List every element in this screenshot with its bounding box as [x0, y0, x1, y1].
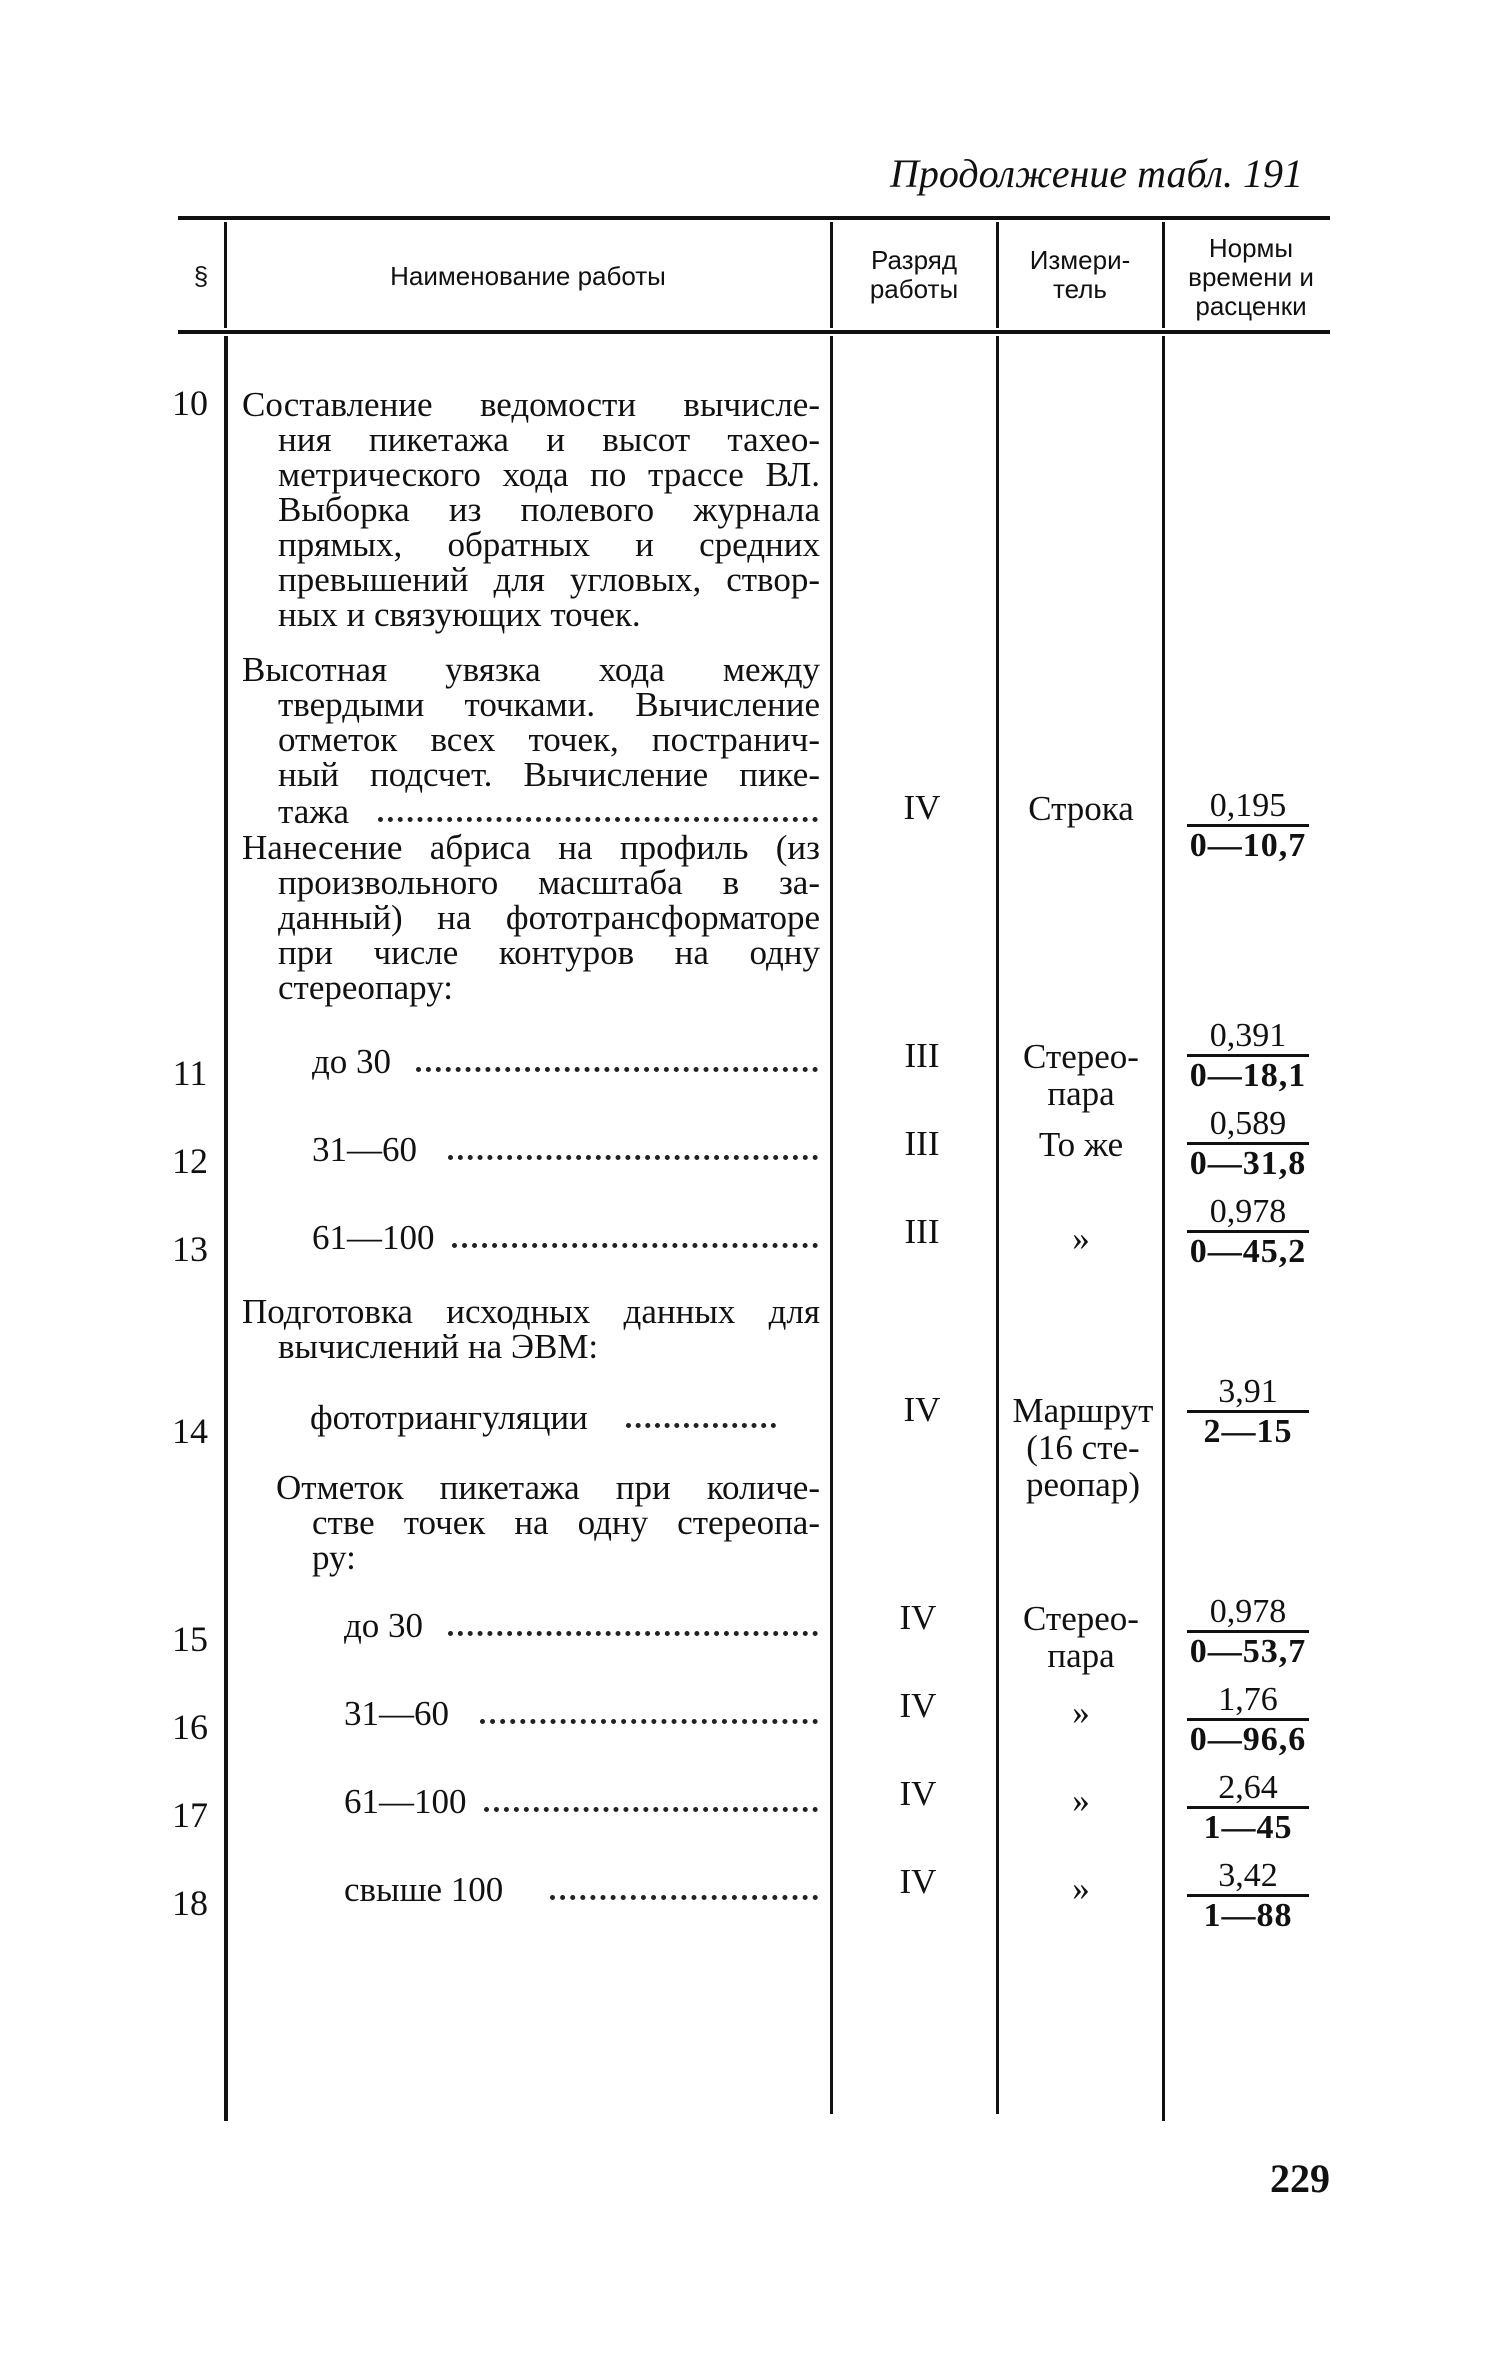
- norm-rate: 0—18,1: [1189, 1057, 1307, 1094]
- norm-rate: 0—45,2: [1189, 1233, 1307, 1270]
- dot-leader: [448, 1155, 818, 1160]
- header-unit-line: тель: [1053, 274, 1107, 304]
- norm-time: 0,978: [1209, 1193, 1287, 1230]
- norm-time: 1,76: [1218, 1681, 1278, 1718]
- row-norm: [1183, 1106, 1313, 1183]
- norm-rate: 0—31,8: [1189, 1145, 1307, 1182]
- marks-heading: [276, 1470, 820, 1575]
- row-norm: [1183, 1770, 1313, 1847]
- norm-rate: 0—53,7: [1189, 1633, 1307, 1670]
- unit-line: пара: [1047, 1074, 1115, 1113]
- row-category: IV: [899, 1598, 937, 1637]
- dot-leader: [480, 1719, 818, 1724]
- dot-leader: [484, 1807, 818, 1812]
- row-number: 12: [172, 1141, 208, 1181]
- row-label: свыше 100: [344, 1870, 504, 1909]
- table-continuation-title: Продолжение табл. 191: [890, 151, 1304, 196]
- page-number: 229: [1270, 2156, 1330, 2201]
- row-norm: [1183, 788, 1313, 865]
- row-label: 31—60: [312, 1130, 417, 1169]
- row-number: 15: [172, 1619, 208, 1659]
- dot-leader: [452, 1243, 818, 1248]
- row-unit: [1000, 1782, 1162, 1819]
- row-label: 61—100: [344, 1782, 467, 1821]
- unit-line: Стерео-: [1023, 1599, 1139, 1638]
- row-norm: [1183, 1374, 1313, 1451]
- unit-line: Стерео-: [1023, 1037, 1139, 1076]
- row-label: до 30: [312, 1042, 392, 1081]
- unit-line: То же: [1038, 1125, 1124, 1164]
- text-line: превышений для угловых, створ-: [278, 560, 820, 599]
- row-number: 17: [172, 1795, 208, 1835]
- norm-time: 3,91: [1218, 1373, 1278, 1410]
- row-label: 61—100: [312, 1218, 435, 1257]
- norm-rate: 2—15: [1203, 1413, 1293, 1450]
- header-section-label: §: [193, 261, 209, 291]
- text-line: ный подсчет. Вычисление пике-: [278, 755, 820, 794]
- row-number: 18: [172, 1883, 208, 1923]
- unit-line: (16 сте-: [1026, 1428, 1140, 1467]
- norm-rate: 0—10,7: [1189, 827, 1307, 864]
- header-divider: [830, 222, 833, 328]
- row-unit: [1000, 1694, 1162, 1731]
- header-unit: [1000, 246, 1160, 304]
- body-divider: [224, 336, 228, 2121]
- header-bottom-rule: [178, 330, 1330, 334]
- row-number: 10: [172, 383, 208, 423]
- text-line: данный) на фототрансформаторе: [278, 898, 820, 937]
- norm-time: 0,978: [1209, 1593, 1287, 1630]
- row-category: III: [904, 1036, 940, 1075]
- row-unit: [1000, 1870, 1162, 1907]
- text-line: Выборка из полевого журнала: [278, 490, 820, 529]
- row-number: 11: [172, 1053, 208, 1093]
- text-line: вычислений на ЭВМ:: [278, 1327, 599, 1366]
- norm-rate: 0—96,6: [1189, 1721, 1307, 1758]
- row-category: III: [904, 1212, 940, 1251]
- row-norm: [1183, 1682, 1313, 1759]
- unit-line: пара: [1047, 1636, 1115, 1675]
- row-category: IV: [899, 1686, 937, 1725]
- row-number: 13: [172, 1229, 208, 1269]
- dot-leader: [626, 1423, 776, 1428]
- row-norm: [1183, 1018, 1313, 1095]
- header-unit-line: Измери-: [1029, 245, 1131, 275]
- header-divider: [1162, 222, 1165, 328]
- header-norms-line: расценки: [1195, 291, 1307, 321]
- header-divider: [996, 222, 999, 328]
- row-unit: [1000, 790, 1162, 827]
- text-line: прямых, обратных и средних: [278, 525, 820, 564]
- header-norms: [1166, 234, 1336, 321]
- text-line: произвольного масштаба в за-: [278, 863, 820, 902]
- row10-paragraph-2: [242, 652, 820, 792]
- header-norms-line: Нормы: [1208, 233, 1294, 263]
- dot-leader: [378, 817, 818, 822]
- dot-leader: [448, 1631, 818, 1636]
- row-label: фототриангуляции: [310, 1398, 588, 1437]
- text-line: при числе контуров на одну: [278, 933, 820, 972]
- text-line: стве точек на одну стереопа-: [312, 1503, 820, 1542]
- unit-line: Маршрут: [1012, 1391, 1154, 1430]
- unit-line: »: [1072, 1869, 1090, 1908]
- dot-leader: [550, 1895, 818, 1900]
- row-category: IV: [903, 1390, 941, 1429]
- text-line: твердыми точками. Вычисление: [278, 685, 820, 724]
- row-unit: [1000, 1392, 1166, 1503]
- row-unit: [1000, 1220, 1162, 1257]
- row-norm: [1183, 1194, 1313, 1271]
- norm-time: 0,391: [1209, 1017, 1287, 1054]
- text-line: Высотная увязка хода между: [242, 650, 820, 689]
- row-category: IV: [903, 788, 941, 827]
- table-top-rule: [178, 216, 1330, 220]
- text-line: отметок всех точек, постранич-: [278, 720, 820, 759]
- row-norm: [1183, 1858, 1313, 1935]
- dot-leader: [416, 1067, 818, 1072]
- header-category-line: Разряд: [871, 245, 957, 275]
- row-label: 31—60: [344, 1694, 449, 1733]
- row-category: III: [904, 1124, 940, 1163]
- text-line: Подготовка исходных данных для: [242, 1292, 820, 1331]
- header-category-line: работы: [869, 274, 959, 304]
- header-norms-line: времени и: [1188, 262, 1314, 292]
- row-category: IV: [899, 1774, 937, 1813]
- unit-line: »: [1072, 1781, 1090, 1820]
- text-line: Нанесение абриса на профиль (из: [242, 828, 820, 867]
- unit-line: »: [1072, 1219, 1090, 1258]
- norm-time: 2,64: [1218, 1769, 1278, 1806]
- text-line: Составление ведомости вычисле-: [242, 385, 820, 424]
- norm-time: 0,589: [1209, 1105, 1287, 1142]
- unit-line: реопар): [1026, 1465, 1140, 1504]
- body-divider: [996, 336, 999, 2114]
- text-line: ру:: [312, 1538, 356, 1577]
- body-divider: [830, 336, 833, 2114]
- norm-rate: 1—45: [1203, 1809, 1293, 1846]
- unit-line: Строка: [1028, 789, 1134, 828]
- header-work-name-label: Наименование работы: [390, 261, 666, 291]
- row-unit: [1000, 1600, 1162, 1674]
- row-unit: [1000, 1126, 1162, 1163]
- row-norm: [1183, 1594, 1313, 1671]
- text-line: метрического хода по трассе ВЛ.: [278, 455, 820, 494]
- text-line: ных и связующих точек.: [278, 595, 641, 634]
- header-category: [834, 246, 994, 304]
- text-line: стереопару:: [278, 968, 453, 1007]
- header-divider: [224, 222, 227, 328]
- unit-line: »: [1072, 1693, 1090, 1732]
- row10-paragraph-1: [242, 387, 820, 632]
- norm-time: 3,42: [1218, 1857, 1278, 1894]
- header-work-name: [228, 262, 828, 291]
- row-category: IV: [899, 1862, 937, 1901]
- norm-rate: 1—88: [1203, 1897, 1293, 1934]
- row10-last-line: тажа: [278, 792, 349, 831]
- header-section-sign: [178, 262, 224, 291]
- row10-paragraph-3: [242, 830, 820, 1005]
- prep-heading: [242, 1294, 820, 1364]
- row-unit: [1000, 1038, 1162, 1112]
- row-number: 16: [172, 1707, 208, 1747]
- row-label: до 30: [344, 1606, 424, 1645]
- body-divider: [1162, 336, 1165, 2121]
- row-number: 14: [172, 1411, 208, 1451]
- text-line: Отметок пикетажа при количе-: [276, 1468, 820, 1507]
- text-line: ния пикетажа и высот тахео-: [278, 420, 820, 459]
- norm-time: 0,195: [1209, 787, 1287, 824]
